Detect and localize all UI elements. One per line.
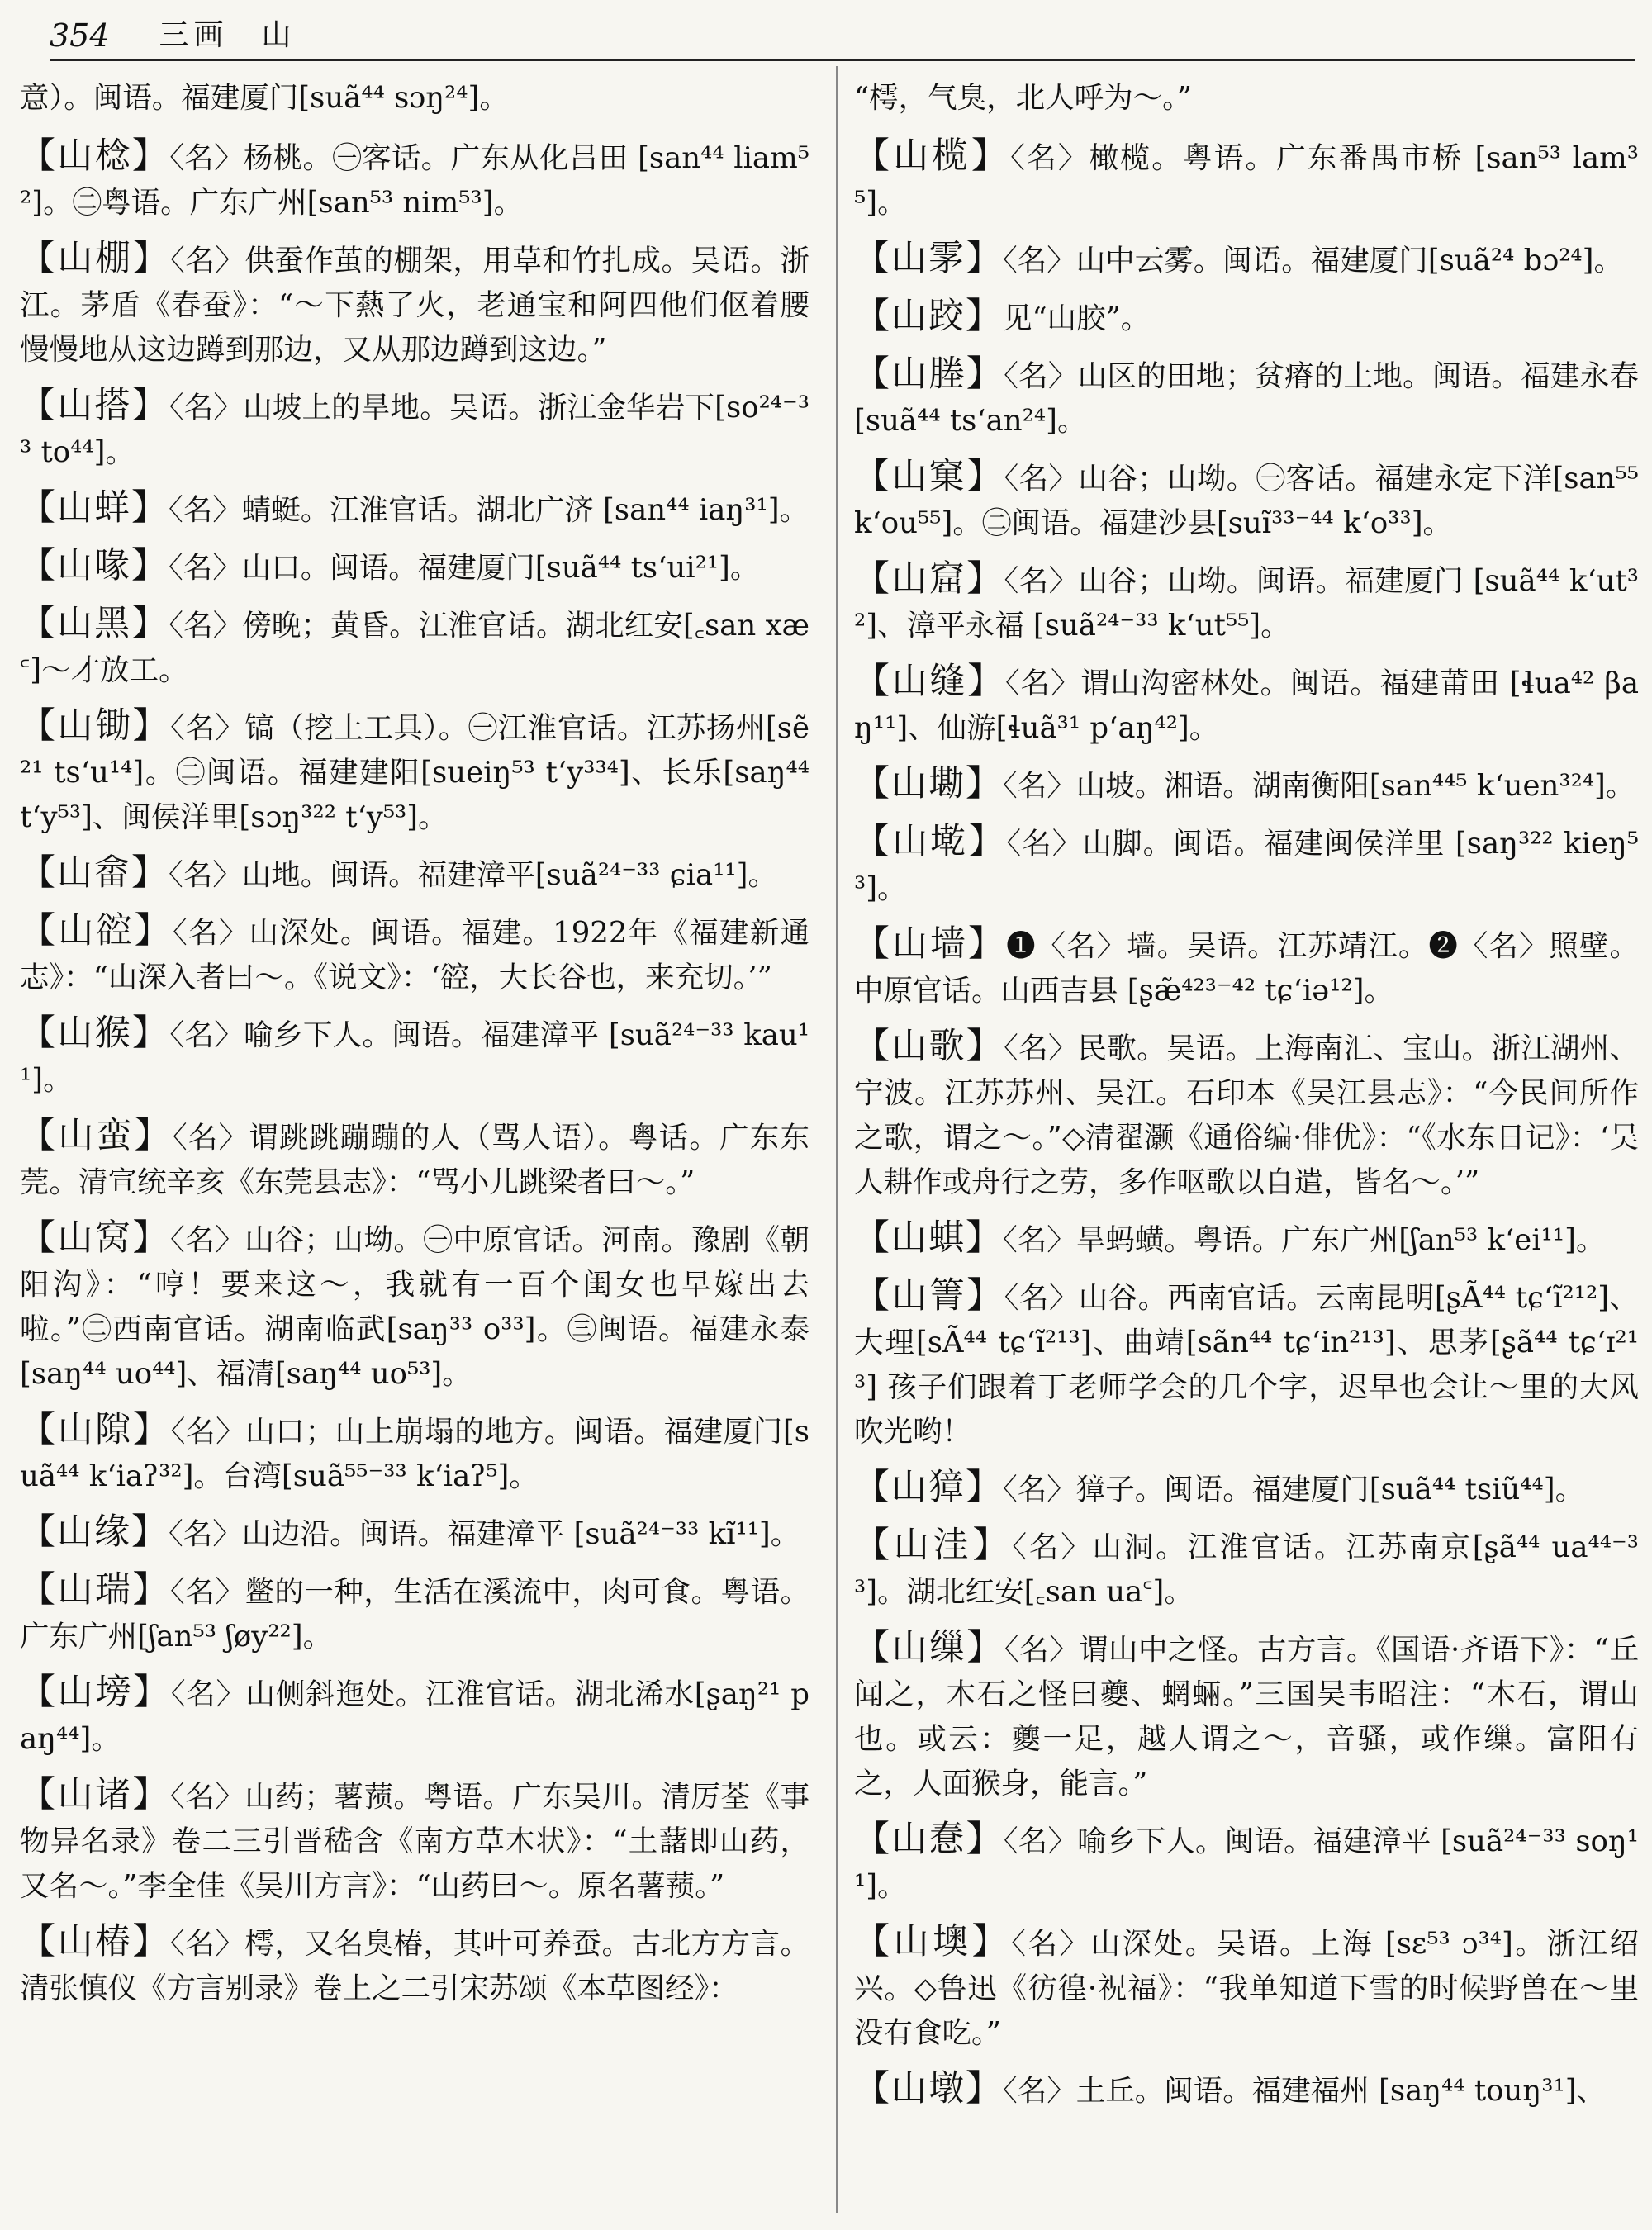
- dictionary-entry: [20, 1407, 809, 1499]
- dictionary-entry: [854, 134, 1639, 225]
- entry-headword: 【山塍】: [854, 353, 1004, 395]
- dictionary-entry: [854, 2066, 1639, 2114]
- entry-headword: 【山跤】: [854, 296, 1003, 337]
- entry-headword: 【山蜞】: [854, 1217, 1003, 1259]
- dictionary-entry: [20, 909, 809, 1000]
- dictionary-entry: [20, 1919, 809, 2011]
- dictionary-entry: [854, 352, 1639, 444]
- entry-definition: 〈名〉杨桃。㊀客话。广东从化吕田 [san⁴⁴ liam⁵²]。㊁粤语。广东广州[san⁵³ nim⁵³]。: [20, 141, 809, 220]
- dictionary-entry: [20, 1216, 809, 1397]
- entry-definition: 〈名〉山中云雾。闽语。福建厦门[suã²⁴ bɔ²⁴]。: [1003, 244, 1624, 278]
- dictionary-entry: [854, 659, 1639, 751]
- dictionary-entry: [20, 134, 809, 225]
- section-title: 三画: [159, 18, 229, 52]
- entry-definition: 〈名〉山深处。吴语。上海 [sɛ⁵³ ɔ³⁴]。浙江绍兴。◇鲁迅《彷徨·祝福》：“我单知道下雪的时候野兽在～里没有食吃。”: [854, 1927, 1640, 2050]
- dictionary-entry: [20, 1113, 809, 1205]
- dictionary-entry: [20, 601, 809, 693]
- entry-headword: 【山隙】: [20, 1409, 171, 1450]
- entry-definition: 〈名〉山谷；山坳。㊀客话。福建永定下洋[san⁵⁵ k‘ou⁵⁵]。㊁闽语。福建沙县[suĩ³³⁻⁴⁴ k‘o³³]。: [854, 462, 1640, 540]
- dictionary-entry: [854, 294, 1639, 341]
- dictionary-entry: [854, 1274, 1639, 1454]
- dictionary-entry: [854, 1817, 1639, 1909]
- dictionary-entry: [854, 762, 1639, 809]
- entry-definition: 〈名〉山脚。闽语。福建闽侯洋里 [saŋ³²² kieŋ⁵³]。: [854, 827, 1640, 905]
- entry-definition: 〈名〉供蚕作茧的棚架，用草和竹扎成。吴语。浙江。茅盾《春蚕》：“～下爇了火，老通宝和阿四他们伛着腰慢慢地从这边蹲到那边，又从那边蹲到这边。”: [20, 244, 809, 367]
- entry-definition: 〈名〉旱蚂蟥。粤语。广东广州[ʃan⁵³ k‘ei¹¹]。: [1003, 1223, 1606, 1257]
- dictionary-entry: [854, 454, 1639, 546]
- entry-definition: 〈名〉傍晚；黄昏。江淮官话。湖北红安[꜀san xæ꜂]～才放工。: [20, 609, 809, 687]
- entry-headword: 【山缝】: [854, 661, 1006, 702]
- entry-definition: 〈名〉山侧斜迤处。江淮官话。湖北浠水[ʂaŋ²¹ paŋ⁴⁴]。: [20, 1677, 809, 1756]
- entry-headword: 【山歌】: [854, 1026, 1004, 1067]
- entry-definition: 〈名〉谓跳跳蹦蹦的人（骂人语）。粤话。广东东莞。清宣统辛亥《东莞县志》：“骂小儿跳梁者曰～。”: [20, 1121, 809, 1199]
- entry-headword: 【山蛮】: [20, 1115, 173, 1156]
- dictionary-entry: [20, 1670, 809, 1762]
- entry-headword: 【山窝】: [20, 1217, 171, 1259]
- dictionary-entry: [20, 1772, 809, 1909]
- entry-headword: 【山喙】: [20, 545, 169, 586]
- page-number: 354: [50, 17, 110, 54]
- page-header: [50, 12, 1635, 61]
- entry-headword: 【山榄】: [854, 135, 1011, 177]
- entry-definition: 〈名〉山谷；山坳。闽语。福建厦门 [suã⁴⁴ k‘ut³²]、漳平永福 [suã²⁴⁻³³ k‘ut⁵⁵]。: [854, 564, 1639, 643]
- entry-headword: 【山雺】: [854, 238, 1003, 279]
- dictionary-entry: [20, 1568, 809, 1659]
- entry-headword: 【山锄】: [20, 705, 171, 747]
- entry-definition: 〈名〉鳖的一种，生活在溪流中，肉可食。粤语。广东广州[ʃan⁵³ ʃøy²²]。: [20, 1575, 809, 1654]
- entry-headword: 【山洼】: [854, 1525, 1013, 1566]
- entry-definition: 〈名〉橄榄。粤语。广东番禺市桥 [san⁵³ lam³⁵]。: [854, 141, 1640, 220]
- entry-headword: 【山獐】: [854, 1467, 1003, 1508]
- column-divider: [836, 66, 838, 2213]
- entry-headword: 【山椿】: [20, 1921, 171, 1962]
- entry-headword: 【山棯】: [20, 135, 170, 177]
- entry-definition: 〈名〉山地。闽语。福建漳平[suã²⁴⁻³³ ɕia¹¹]。: [169, 858, 778, 892]
- dictionary-entry: [20, 1510, 809, 1557]
- dictionary-entry: [854, 1465, 1639, 1512]
- entry-definition: 〈名〉山边沿。闽语。福建漳平 [suã²⁴⁻³³ kĩ¹¹]。: [169, 1517, 800, 1551]
- radical-title: 山: [261, 18, 292, 52]
- entry-definition: 〈名〉山口；山上崩塌的地方。闽语。福建厦门[suã⁴⁴ k‘iaʔ³²]。台湾[suã⁵⁵⁻³³ k‘iaʔ⁵]。: [20, 1415, 809, 1493]
- entry-headword: 【山搭】: [20, 385, 169, 426]
- entry-definition: 〈名〉民歌。吴语。上海南汇、宝山。浙江湖州、宁波。江苏苏州、吴江。石印本《吴江县志》：“今民间所作之歌，谓之～。”◇清翟灏《通俗编·俳优》：“《水东日记》：‘吴人耕作或舟行之劳，多作呕歌以自遣，皆名～。’”: [854, 1032, 1639, 1199]
- dictionary-entry: [20, 1011, 809, 1103]
- dictionary-entry: [854, 236, 1639, 283]
- dictionary-entry: [20, 236, 809, 372]
- entry-headword: 【山畲】: [20, 852, 169, 894]
- entry-headword: 【山棚】: [20, 238, 171, 279]
- entry-definition: 〈名〉谓山中之怪。古方言。《国语·齐语下》：“丘闻之，木石之怪曰夔、蝄蜽。”三国吴韦昭注：“木石，谓山也。或云：夔一足，越人谓之～，音骚，或作缫。富阳有之，人面猴身，能言。”: [854, 1633, 1640, 1801]
- dictionary-entry: [20, 383, 809, 475]
- entry-definition: 〈名〉山区的田地；贫瘠的土地。闽语。福建永春 [suã⁴⁴ ts‘an²⁴]。: [854, 359, 1639, 438]
- dictionary-entry: [854, 557, 1639, 648]
- entry-definition: 〈名〉樗，又名臭椿，其叶可养蚕。古北方方言。清张慎仪《方言别录》卷上之二引宋苏颂《本草图经》：: [20, 1927, 809, 2005]
- entry-headword: 【山黑】: [20, 603, 169, 644]
- entry-definition: 〈名〉谓山沟密林处。闽语。福建莆田 [ɬua⁴² βaŋ¹¹]、仙游[ɬuã³¹ p‘aŋ⁴²]。: [854, 667, 1639, 745]
- entry-headword: 【山缫】: [854, 1627, 1004, 1668]
- entry-headword: 【山蛘】: [20, 487, 169, 529]
- entry-definition: 〈名〉喻乡下人。闽语。福建漳平 [suã²⁴⁻³³ kau¹¹]。: [20, 1018, 810, 1097]
- entry-headword: 【山窠】: [854, 456, 1004, 497]
- entry-headword: 【山箐】: [854, 1275, 1004, 1317]
- entry-headword: 【山墙】: [854, 923, 1007, 965]
- entry-definition: 〈名〉山深处。闽语。福建。1922年《福建新通志》：“山深入者曰～。《说文》：‘谾，大长谷也，来充切。’”: [20, 916, 809, 994]
- entry-headword: 【山诸】: [20, 1774, 171, 1815]
- dictionary-entry: [20, 851, 809, 898]
- entry-definition: 〈名〉山洞。江淮官话。江苏南京[ʂã⁴⁴ ua⁴⁴⁻³³]。湖北红安[꜀san ua꜂]。: [854, 1530, 1639, 1609]
- dictionary-entry: [854, 1625, 1639, 1806]
- dictionary-entry: [854, 1523, 1639, 1615]
- left-column: [20, 76, 809, 2022]
- entry-continuation: 意）。闽语。福建厦门[suã⁴⁴ sɔŋ²⁴]。: [20, 81, 509, 115]
- entry-definition: 见“山胶”。: [1003, 301, 1151, 335]
- entry-continuation: “樗，气臭，北人呼为～。”: [854, 81, 1193, 115]
- dictionary-entry: [854, 1024, 1639, 1205]
- entry-headword: 【山谾】: [20, 910, 173, 951]
- dictionary-entry: [20, 543, 809, 591]
- entry-definition: 〈名〉山口。闽语。福建厦门[suã⁴⁴ ts‘ui²¹]。: [169, 551, 760, 585]
- dictionary-entry: [854, 1919, 1639, 2056]
- entry-definition: 〈名〉镐（挖土工具）。㊀江淮官话。江苏扬州[sẽ²¹ ts‘u¹⁴]。㊁闽语。福建建阳[sueiŋ⁵³ t‘y³³⁴]、长乐[saŋ⁴⁴ t‘y⁵³]、闽侯洋里[sɔŋ³²² t‘y⁵³]。: [20, 711, 810, 834]
- entry-headword: 【山墺】: [854, 1921, 1012, 1962]
- entry-headword: 【山墘】: [854, 821, 1007, 862]
- entry-headword: 【山窟】: [854, 558, 1004, 600]
- entry-definition: 〈名〉獐子。闽语。福建厦门[suã⁴⁴ tsiũ⁴⁴]。: [1003, 1473, 1585, 1506]
- dictionary-entry: [854, 922, 1639, 1013]
- entry-headword: 【山墈】: [854, 763, 1003, 804]
- entry-definition: 〈名〉蜻蜓。江淮官话。湖北广济 [san⁴⁴ iaŋ³¹]。: [169, 493, 809, 527]
- entry-definition: ❶〈名〉墙。吴语。江苏靖江。❷〈名〉照壁。中原官话。山西吉县 [ʂæ̃⁴²³⁻⁴² tɕ‘iə¹²]。: [854, 929, 1639, 1008]
- dictionary-entry: [20, 704, 809, 840]
- dictionary-entry: [20, 486, 809, 533]
- right-column: [854, 76, 1639, 2124]
- entry-headword: 【山瑞】: [20, 1569, 171, 1611]
- entry-definition: 〈名〉山坡上的旱地。吴语。浙江金华岩下[so²⁴⁻³³ to⁴⁴]。: [20, 391, 810, 469]
- entry-headword: 【山塝】: [20, 1672, 171, 1713]
- dictionary-entry: [854, 819, 1639, 911]
- entry-definition: 〈名〉山谷。西南官话。云南昆明[ʂÃ⁴⁴ tɕ‘ĩ²¹²]、大理[sÃ⁴⁴ tɕ‘ĩ²¹³]、曲靖[sãn⁴⁴ tɕ‘in²¹³]、思茅[ʂã⁴⁴ tɕ‘ɪ²¹³] 孩子们跟着丁老师学会的几个字，迟早也会让～里的大风吹光哟！: [854, 1281, 1639, 1449]
- entry-definition: 〈名〉山坡。湘语。湖南衡阳[san⁴⁴⁵ k‘uen³²⁴]。: [1003, 769, 1635, 803]
- entry-headword: 【山惷】: [854, 1819, 1004, 1860]
- entry-headword: 【山缘】: [20, 1511, 169, 1553]
- entry-definition: 〈名〉山谷；山坳。㊀中原官话。河南。豫剧《朝阳沟》：“哼！要来这～，我就有一百个闺女也早嫁出去啦。”㊁西南官话。湖南临武[saŋ³³ o³³]。㊂闽语。福建永泰[saŋ⁴⁴ uo⁴⁴]、福清[saŋ⁴⁴ uo⁵³]。: [20, 1223, 809, 1391]
- dictionary-entry: [854, 1216, 1639, 1263]
- entry-definition: 〈名〉喻乡下人。闽语。福建漳平 [suã²⁴⁻³³ soŋ¹¹]。: [854, 1824, 1640, 1903]
- entry-definition: 〈名〉土丘。闽语。福建福州 [saŋ⁴⁴ touŋ³¹]、: [1003, 2074, 1607, 2108]
- entry-headword: 【山猴】: [20, 1013, 170, 1054]
- entry-headword: 【山墩】: [854, 2068, 1003, 2109]
- entry-definition: 〈名〉山药；薯蓣。粤语。广东吴川。清厉荃《事物异名录》卷二三引晋嵇含《南方草木状》：“土藷即山药，又名～。”李全佳《吴川方言》：“山药曰～。原名薯蓣。”: [20, 1780, 809, 1903]
